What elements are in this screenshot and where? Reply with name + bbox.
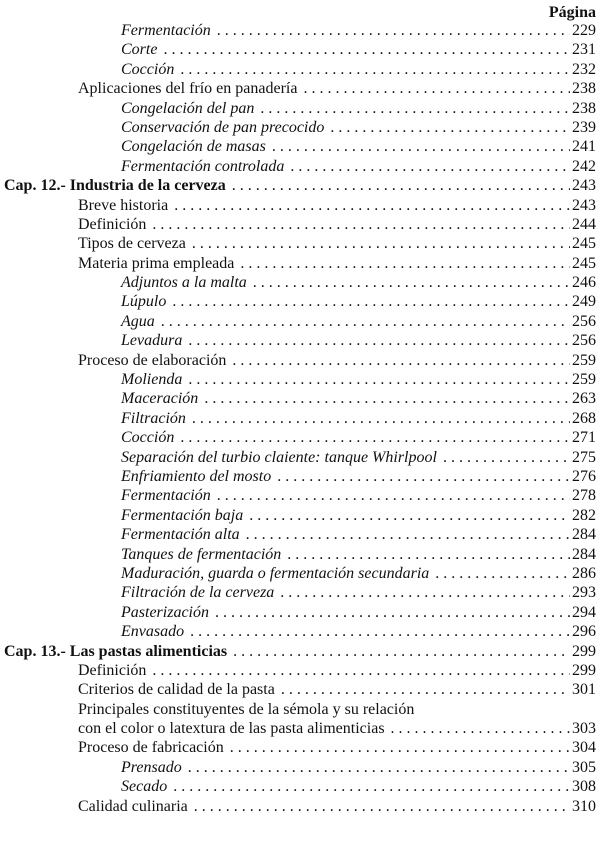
toc-entry-title: Cocción xyxy=(121,429,175,447)
toc-entry-title: Levadura xyxy=(121,332,183,350)
toc-section-entry[interactable] xyxy=(0,79,600,98)
toc-entry-page-number: 256 xyxy=(572,312,596,330)
toc-entry-page-number: 284 xyxy=(572,526,596,544)
dot-leader xyxy=(277,467,570,486)
toc-entry-page-number: 239 xyxy=(572,118,596,136)
toc-entry-page-number: 293 xyxy=(572,584,596,602)
toc-subsection-entry[interactable] xyxy=(0,603,600,622)
dot-leader xyxy=(232,176,570,195)
toc-subsection-entry[interactable] xyxy=(0,428,600,447)
toc-entry-title: Fermentación controlada xyxy=(121,157,285,175)
dot-leader xyxy=(172,292,570,311)
dot-leader xyxy=(180,428,570,447)
toc-entry-page-number: 259 xyxy=(572,351,596,369)
dot-leader xyxy=(163,40,570,59)
toc-entry-page-number: 249 xyxy=(572,293,596,311)
toc-entry-page-number: 275 xyxy=(572,448,596,466)
toc-entry-title: Enfriamiento del mosto xyxy=(121,467,272,485)
toc-subsection-entry[interactable] xyxy=(0,758,600,777)
toc-subsection-entry[interactable] xyxy=(0,525,600,544)
toc-entry-title: Cap. 12.- Industria de la cerveza xyxy=(4,177,226,195)
dot-leader xyxy=(330,118,570,137)
toc-subsection-entry[interactable] xyxy=(0,157,600,176)
toc-entries xyxy=(0,21,600,816)
toc-subsection-entry[interactable] xyxy=(0,273,600,292)
toc-entry-title: Secado xyxy=(121,778,168,796)
toc-entry-page-number: 243 xyxy=(572,196,596,214)
dot-leader xyxy=(303,79,570,98)
toc-entry-title: Principales constituyentes de la sémola y su relación xyxy=(78,700,415,718)
toc-chapter-entry[interactable] xyxy=(0,642,600,661)
toc-entry-page-number: 229 xyxy=(572,22,596,39)
toc-entry-page-number: 303 xyxy=(572,720,596,738)
toc-subsection-entry[interactable] xyxy=(0,331,600,350)
toc-subsection-entry[interactable] xyxy=(0,389,600,408)
toc-entry-page-number: 268 xyxy=(572,409,596,427)
dot-leader xyxy=(253,273,570,292)
toc-entry-title: Proceso de fabricación xyxy=(78,739,224,757)
toc-entry-title: Materia prima empleada xyxy=(78,254,235,272)
dot-leader xyxy=(188,370,570,389)
dot-leader xyxy=(233,642,570,661)
dot-leader xyxy=(272,137,570,156)
toc-subsection-entry[interactable] xyxy=(0,564,600,583)
toc-entry-page-number: 305 xyxy=(572,758,596,776)
toc-subsection-entry[interactable] xyxy=(0,137,600,156)
toc-section-entry[interactable] xyxy=(0,254,600,273)
toc-entry-title: Agua xyxy=(121,312,155,330)
dot-leader xyxy=(188,758,570,777)
toc-entry-title: Fermentación alta xyxy=(121,526,240,544)
dot-leader xyxy=(217,21,570,40)
toc-entry-page-number: 301 xyxy=(572,681,596,699)
toc-entry-title: Congelación de masas xyxy=(121,138,266,156)
toc-entry-title: Adjuntos a la malta xyxy=(121,274,247,292)
toc-subsection-entry[interactable] xyxy=(0,99,600,118)
toc-entry-page-number: 238 xyxy=(572,80,596,98)
dot-leader xyxy=(192,409,570,428)
toc-entry-title: Aplicaciones del frío en panadería xyxy=(78,80,298,98)
toc-entry-page-number: 278 xyxy=(572,487,596,505)
toc-subsection-entry[interactable] xyxy=(0,60,600,79)
toc-entry-page-number: 299 xyxy=(572,642,596,660)
toc-entry-page-number: 310 xyxy=(572,797,596,815)
toc-entry-page-number: 243 xyxy=(572,177,596,195)
toc-entry-page-number: 246 xyxy=(572,274,596,292)
toc-subsection-entry[interactable] xyxy=(0,583,600,602)
dot-leader xyxy=(280,583,570,602)
toc-section-entry[interactable] xyxy=(0,661,600,680)
toc-entry-title: Pasterización xyxy=(121,603,209,621)
toc-subsection-entry[interactable] xyxy=(0,21,600,40)
toc-subsection-entry[interactable] xyxy=(0,118,600,137)
dot-leader xyxy=(180,60,570,79)
toc-entry-title: Fermentación baja xyxy=(121,506,244,524)
toc-entry-title: Separación del turbio claiente: tanque Whirlpool xyxy=(121,448,437,466)
toc-entry-title: Lúpulo xyxy=(121,293,167,311)
toc-entry-title: Cocción xyxy=(121,60,175,78)
toc-entry-page-number: 259 xyxy=(572,371,596,389)
toc-entry-page-number: 299 xyxy=(572,661,596,679)
dot-leader xyxy=(173,777,570,796)
toc-entry-page-number: 304 xyxy=(572,739,596,757)
toc-entry-page-number: 282 xyxy=(572,506,596,524)
dot-leader xyxy=(281,680,570,699)
toc-entry-page-number: 231 xyxy=(572,41,596,59)
toc-entry-page-number: 286 xyxy=(572,564,596,582)
toc-entry-page-number: 294 xyxy=(572,603,596,621)
dot-leader xyxy=(215,603,570,622)
toc-entry-page-number: 242 xyxy=(572,157,596,175)
toc-entry-title: Calidad culinaria xyxy=(78,797,188,815)
toc-entry-title: Cap. 13.- Las pastas alimenticias xyxy=(4,642,228,660)
toc-entry-title: Filtración de la cerveza xyxy=(121,584,275,602)
toc-section-entry[interactable] xyxy=(0,234,600,253)
dot-leader xyxy=(249,506,570,525)
toc-entry-page-number: 245 xyxy=(572,235,596,253)
toc-entry-title: Fermentación xyxy=(121,22,211,39)
toc-entry-title: Congelación del pan xyxy=(121,99,255,117)
toc-entry-title: Proceso de elaboración xyxy=(78,351,227,369)
toc-entry-page-number: 271 xyxy=(572,429,596,447)
dot-leader xyxy=(192,234,570,253)
toc-section-entry[interactable] xyxy=(0,196,600,215)
dot-leader xyxy=(230,738,570,757)
toc-subsection-entry[interactable] xyxy=(0,622,600,641)
toc-entry-title: Maduración, guarda o fermentación secundaria xyxy=(121,564,430,582)
toc-entry-title: Breve historia xyxy=(78,196,169,214)
dot-leader xyxy=(174,196,570,215)
toc-entry-title: Prensado xyxy=(121,758,182,776)
toc-subsection-entry[interactable] xyxy=(0,40,600,59)
toc-entry-title: Corte xyxy=(121,41,158,59)
dot-leader xyxy=(194,797,570,816)
toc-entry-page-number: 256 xyxy=(572,332,596,350)
toc-section-entry[interactable] xyxy=(0,680,600,699)
dot-leader xyxy=(391,719,570,738)
toc-entry-title: Definición xyxy=(78,215,147,233)
toc-entry-title: Tipos de cerveza xyxy=(78,235,186,253)
toc-section-entry[interactable] xyxy=(0,700,600,739)
dot-leader xyxy=(240,254,570,273)
toc-entry-page-number: 238 xyxy=(572,99,596,117)
toc-entry-title-continued: con el color o latextura de las pasta alimenticias xyxy=(78,720,385,738)
toc-entry-page-number: 263 xyxy=(572,390,596,408)
toc-entry-title: Envasado xyxy=(121,623,185,641)
toc-entry-title: Criterios de calidad de la pasta xyxy=(78,681,275,699)
toc-section-entry[interactable] xyxy=(0,738,600,757)
toc-section-entry[interactable] xyxy=(0,797,600,816)
toc-entry-page-number: 276 xyxy=(572,467,596,485)
dot-leader xyxy=(190,622,570,641)
toc-section-entry[interactable] xyxy=(0,351,600,370)
toc-entry-title: Maceración xyxy=(121,390,199,408)
dot-leader xyxy=(152,215,570,234)
dot-leader xyxy=(188,331,570,350)
toc-chapter-entry[interactable] xyxy=(0,176,600,195)
toc-subsection-entry[interactable] xyxy=(0,370,600,389)
toc-subsection-entry[interactable] xyxy=(0,506,600,525)
dot-leader xyxy=(435,564,570,583)
toc-entry-page-number: 284 xyxy=(572,545,596,563)
toc-entry-title: Conservación de pan precocido xyxy=(121,118,325,136)
page-column-header: Página xyxy=(548,4,596,21)
toc-entry-page-number: 296 xyxy=(572,623,596,641)
dot-leader xyxy=(232,351,570,370)
toc-entry-title: Molienda xyxy=(121,371,183,389)
toc-subsection-entry[interactable] xyxy=(0,467,600,486)
toc-entry-page-number: 245 xyxy=(572,254,596,272)
dot-leader xyxy=(161,312,570,331)
toc-entry-page-number: 241 xyxy=(572,138,596,156)
toc-subsection-entry[interactable] xyxy=(0,409,600,428)
dot-leader xyxy=(246,525,570,544)
toc-subsection-entry[interactable] xyxy=(0,777,600,796)
toc-subsection-entry[interactable] xyxy=(0,292,600,311)
toc-section-entry[interactable] xyxy=(0,215,600,234)
dot-leader xyxy=(443,448,570,467)
toc-subsection-entry[interactable] xyxy=(0,486,600,505)
toc-subsection-entry[interactable] xyxy=(0,448,600,467)
toc-entry-title: Definición xyxy=(78,661,147,679)
dot-leader xyxy=(152,661,570,680)
dot-leader xyxy=(290,157,570,176)
dot-leader xyxy=(217,486,570,505)
toc-entry-page-number: 232 xyxy=(572,60,596,78)
dot-leader xyxy=(260,99,570,118)
toc-subsection-entry[interactable] xyxy=(0,545,600,564)
toc-entry-title: Filtración xyxy=(121,409,186,427)
toc-subsection-entry[interactable] xyxy=(0,312,600,331)
toc-entry-title: Fermentación xyxy=(121,487,211,505)
toc-entry-page-number: 308 xyxy=(572,778,596,796)
dot-leader xyxy=(287,545,570,564)
toc-entry-title: Tanques de fermentación xyxy=(121,545,282,563)
dot-leader xyxy=(204,389,570,408)
toc-entry-page-number: 244 xyxy=(572,215,596,233)
